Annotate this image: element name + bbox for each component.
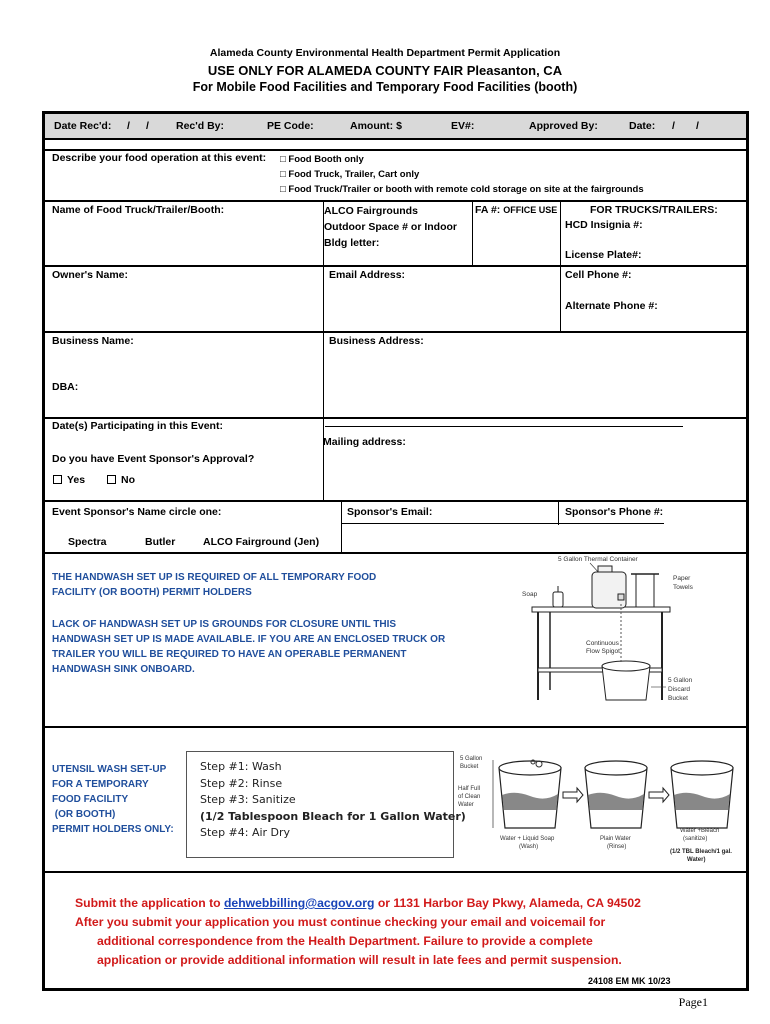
alco-fairgrounds-label xyxy=(324,203,457,251)
row-divider xyxy=(45,417,746,419)
soap-bottle xyxy=(553,592,563,607)
row-divider xyxy=(45,871,746,873)
office-use-note: OFFICE USE xyxy=(503,205,558,215)
arrow-icon xyxy=(649,788,669,802)
para-line: FACILITY (OR BOOTH) PERMIT HOLDERS xyxy=(52,587,252,598)
container-handle xyxy=(598,566,612,572)
operation-label: Describe your food operation at this event: xyxy=(52,152,267,164)
bucket-rim xyxy=(671,761,733,775)
spigot xyxy=(618,594,624,600)
row-divider xyxy=(45,149,746,151)
checkbox[interactable]: □ xyxy=(280,154,286,165)
sponsor-phone-label: Sponsor's Phone #: xyxy=(565,506,664,518)
fig-half-label: of Clean xyxy=(458,794,481,800)
fig-wash-label: Water + Liquid Soap xyxy=(500,836,555,842)
no-label: No xyxy=(121,474,135,486)
fig-spigot-label: Continuous xyxy=(586,640,619,647)
dba-label: DBA: xyxy=(52,381,79,393)
step-air-dry: Step #4: Air Dry xyxy=(200,826,291,839)
business-address-label: Business Address: xyxy=(329,335,424,347)
option-food-booth[interactable] xyxy=(280,152,644,167)
row-divider xyxy=(45,726,746,728)
fig-spigot-label: Flow Spigot xyxy=(586,648,620,655)
slash: / xyxy=(696,120,699,132)
para-line: (OR BOOTH) xyxy=(52,809,116,820)
alco-line: ALCO Fairgrounds xyxy=(324,205,418,217)
fig-sanitize-label: (sanitize) xyxy=(683,836,708,842)
email-address-label: Email Address: xyxy=(329,269,406,281)
event-dates-label: Date(s) Participating in this Event: xyxy=(52,420,223,432)
column-divider xyxy=(560,200,561,331)
received-by-label: Rec'd By: xyxy=(176,120,225,132)
step-wash: Step #1: Wash xyxy=(200,760,282,773)
fig-half-label: Half Full xyxy=(458,786,481,792)
row-divider xyxy=(45,500,746,502)
fig-towels-label: Paper xyxy=(673,575,691,582)
pe-code-label: PE Code: xyxy=(267,120,314,132)
para-line: HANDWASH SET UP IS MADE AVAILABLE. IF YOU ARE AN ENCLOSED TRUCK OR xyxy=(52,634,446,645)
option-food-truck[interactable] xyxy=(280,167,644,182)
fig-sanitize-label: Water) xyxy=(687,857,706,863)
row-divider xyxy=(45,138,746,140)
sponsor-option-butler[interactable]: Butler xyxy=(145,536,176,548)
fig-bucket-label: Bucket xyxy=(668,695,688,702)
checkbox[interactable]: □ xyxy=(280,184,286,195)
business-name-label: Business Name: xyxy=(52,335,134,347)
sponsor-option-alco[interactable]: ALCO Fairground (Jen) xyxy=(203,536,320,548)
owner-name-label: Owner's Name: xyxy=(52,269,129,281)
fig-wash-label: (Wash) xyxy=(519,844,539,850)
date-received-label: Date Rec'd: xyxy=(54,120,112,132)
header-subtitle: For Mobile Food Facilities and Temporary Food Facilities (booth) xyxy=(192,80,578,94)
option-label: Food Booth only xyxy=(288,154,364,165)
trucks-trailers-label: FOR TRUCKS/TRAILERS: xyxy=(590,204,718,216)
cell-phone-label: Cell Phone #: xyxy=(565,269,632,281)
header-title: USE ONLY FOR ALAMEDA COUNTY FAIR Pleasanton, CA xyxy=(207,63,563,78)
submit-instructions-line-4: application or provide additional information will result in late fees and permit suspension. xyxy=(97,953,622,967)
para-line: HANDWASH SINK ONBOARD. xyxy=(52,664,195,675)
yes-label: Yes xyxy=(67,474,86,486)
license-plate-label: License Plate#: xyxy=(565,249,642,261)
submit-email-link[interactable]: dehwebbilling@acgov.org xyxy=(223,896,375,910)
utensil-steps-box xyxy=(186,751,466,858)
column-divider xyxy=(558,500,559,525)
alternate-phone-label: Alternate Phone #: xyxy=(565,300,658,312)
fig-sanitize-label: (1/2 TBL Bleach/1 gal. xyxy=(670,849,732,855)
alco-line: Outdoor Space # or Indoor xyxy=(324,221,458,233)
bleach-ratio: (1/2 Tablespoon Bleach for 1 Gallon Water) xyxy=(200,809,466,823)
para-line: PERMIT HOLDERS ONLY: xyxy=(52,824,174,835)
option-label: Food Truck, Trailer, Cart only xyxy=(288,169,420,180)
fa-text: FA #: xyxy=(475,204,501,216)
mailing-address-label: Mailing address: xyxy=(323,436,406,448)
fig-soap-label: Soap xyxy=(522,591,538,598)
para-line: FOOD FACILITY xyxy=(52,794,129,805)
page-number: Page1 xyxy=(678,995,708,1009)
fig-towels-label: Towels xyxy=(673,584,693,591)
para-line: TRAILER YOU WILL BE REQUIRED TO HAVE AN OPERABLE PERMANENT xyxy=(52,649,407,660)
column-divider xyxy=(323,331,324,417)
bucket-rim xyxy=(602,661,650,671)
approved-by-label: Approved By: xyxy=(529,120,598,132)
sponsor-email-label: Sponsor's Email: xyxy=(347,506,433,518)
no-checkbox[interactable] xyxy=(107,475,116,484)
handwash-closure-warning xyxy=(52,617,492,677)
fig-gallon-label: Bucket xyxy=(460,764,479,770)
handwash-station-figure xyxy=(510,552,730,722)
fig-rinse-label: (Rinse) xyxy=(607,844,627,850)
step-rinse: Step #2: Rinse xyxy=(200,776,283,790)
amount-label: Amount: $ xyxy=(350,120,402,132)
operation-options xyxy=(280,152,644,197)
form-code: 24108 EM MK 10/23 xyxy=(588,976,671,986)
fig-bucket-label: Discard xyxy=(668,686,691,693)
handwash-requirement xyxy=(52,570,482,600)
option-label: Food Truck/Trailer or booth with remote cold storage on site at the fairgrounds xyxy=(288,184,644,195)
alco-line: Bldg letter: xyxy=(324,237,380,249)
fa-label xyxy=(475,204,557,216)
thermal-container xyxy=(592,572,626,608)
bucket-rim xyxy=(499,761,561,775)
three-bucket-figure xyxy=(455,750,745,865)
submit-instructions-line-3: additional correspondence from the Health Department. Failure to provide a complete xyxy=(97,934,593,948)
yes-checkbox[interactable] xyxy=(53,475,62,484)
hcd-insignia-label: HCD Insignia #: xyxy=(565,219,643,231)
para-line: UTENSIL WASH SET-UP xyxy=(52,764,167,775)
date-label: Date: xyxy=(629,120,656,132)
row-divider xyxy=(45,200,746,202)
submit-instructions-line-2: After you submit your application you must continue checking your email and voicemail for xyxy=(75,915,606,929)
bucket-rim xyxy=(585,761,647,775)
column-divider xyxy=(472,200,473,265)
submit-text: or 1131 Harbor Bay Pkwy, Alameda, CA 94502 xyxy=(374,896,641,910)
sponsor-option-spectra[interactable]: Spectra xyxy=(68,536,107,548)
column-divider xyxy=(323,417,324,500)
slash: / xyxy=(146,120,149,132)
fig-sanitize-label: Water +Bleach xyxy=(680,828,720,834)
step-sanitize: Step #3: Sanitize xyxy=(200,793,296,806)
sponsor-approval-question: Do you have Event Sponsor's Approval? xyxy=(52,453,255,465)
sponsor-rule xyxy=(342,523,664,524)
column-divider xyxy=(341,500,342,552)
para-line: LACK OF HANDWASH SET UP IS GROUNDS FOR CLOSURE UNTIL THIS xyxy=(52,619,397,630)
submit-instructions-line-1 xyxy=(75,894,641,913)
mailing-rule xyxy=(325,426,683,427)
para-line: THE HANDWASH SET UP IS REQUIRED OF ALL TEMPORARY FOOD xyxy=(52,572,377,583)
approval-no[interactable] xyxy=(107,474,135,486)
fig-container-label: 5 Gallon Thermal Container xyxy=(558,556,638,563)
fig-half-label: Water xyxy=(458,802,474,808)
row-divider xyxy=(45,331,746,333)
option-remote-storage[interactable] xyxy=(280,182,644,197)
truck-name-label: Name of Food Truck/Trailer/Booth: xyxy=(52,204,225,216)
fig-rinse-label: Plain Water xyxy=(600,836,631,842)
slash: / xyxy=(672,120,675,132)
utensil-wash-heading xyxy=(52,762,192,837)
checkbox[interactable]: □ xyxy=(280,169,286,180)
ev-label: EV#: xyxy=(451,120,475,132)
header-line-1: Alameda County Environmental Health Department Permit Application xyxy=(209,47,561,59)
row-divider xyxy=(45,265,746,267)
approval-yes[interactable] xyxy=(53,474,85,486)
arrow-icon xyxy=(563,788,583,802)
slash: / xyxy=(127,120,130,132)
fig-gallon-label: 5 Gallon xyxy=(460,756,483,762)
submit-text: Submit the application to xyxy=(75,896,224,910)
para-line: FOR A TEMPORARY xyxy=(52,779,149,790)
sponsor-name-label: Event Sponsor's Name circle one: xyxy=(52,506,222,518)
paper-towels xyxy=(636,574,654,607)
fig-bucket-label: 5 Gallon xyxy=(668,677,693,684)
